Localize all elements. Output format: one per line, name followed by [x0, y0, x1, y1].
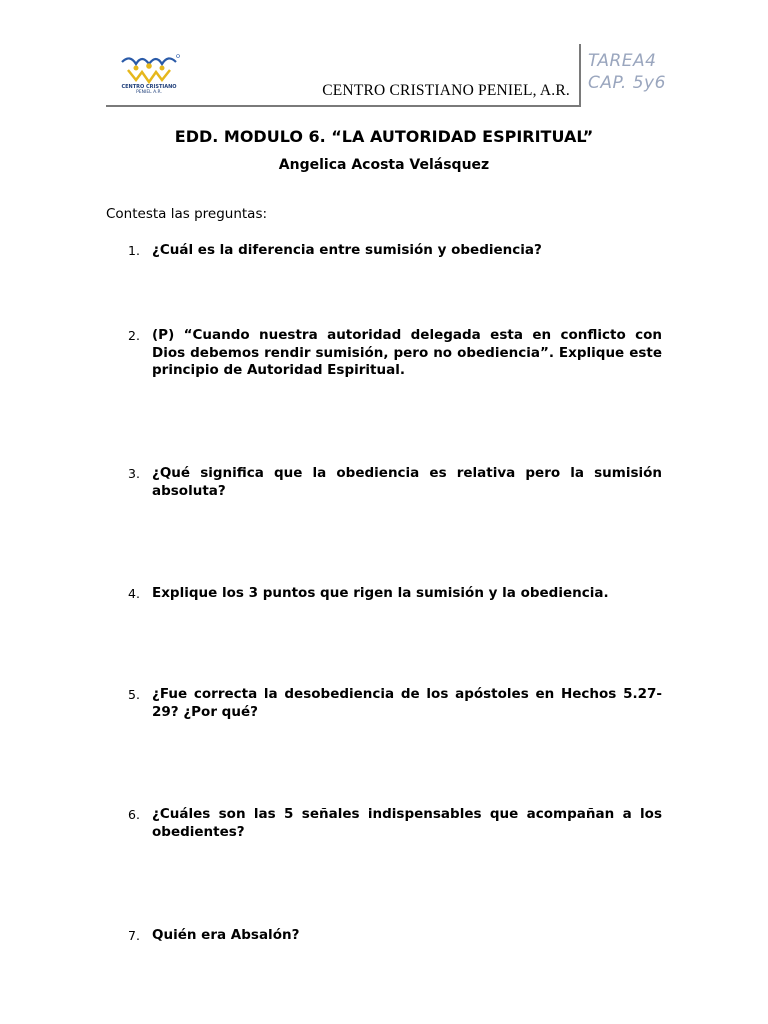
organization-name: CENTRO CRISTIANO PENIEL, A.R.: [322, 82, 570, 99]
question-text: (P) “Cuando nuestra autoridad delegada esta en conflicto con Dios debemos rendir sumisión, pero no obediencia”. Explique este principio de Autoridad Espiritual.: [152, 327, 662, 378]
question-text: ¿Qué significa que la obediencia es relativa pero la sumisión absoluta?: [152, 465, 662, 499]
task-note-line1: TAREA4: [588, 51, 657, 71]
question-number: 6.: [128, 807, 140, 822]
header-rule-horizontal: [106, 105, 581, 107]
logo-caption-2: PENIEL A.R.: [136, 90, 162, 94]
question-text: ¿Cuál es la diferencia entre sumisión y obediencia?: [152, 242, 542, 258]
question-number: 2.: [128, 328, 140, 343]
question-item-2: [128, 327, 662, 380]
question-text: ¿Fue correcta la desobediencia de los apóstoles en Hechos 5.27-29? ¿Por qué?: [152, 686, 662, 720]
document-header: [106, 44, 666, 106]
church-logo-icon: [116, 52, 182, 94]
question-text: ¿Cuáles son las 5 señales indispensables que acompañan a los obedientes?: [152, 806, 662, 840]
instructions-text: Contesta las preguntas:: [106, 206, 268, 222]
question-number: 5.: [128, 687, 140, 702]
question-number: 7.: [128, 928, 140, 943]
handwritten-task-note: [588, 50, 666, 94]
question-number: 3.: [128, 466, 140, 481]
question-item-4: [128, 585, 662, 603]
question-item-7: [128, 927, 662, 945]
author-name: Angelica Acosta Velásquez: [278, 157, 490, 173]
question-item-3: [128, 465, 662, 500]
question-number: 1.: [128, 243, 140, 258]
question-text: Explique los 3 puntos que rigen la sumisión y la obediencia.: [152, 585, 609, 601]
document-title: EDD. MODULO 6. “LA AUTORIDAD ESPIRITUAL”: [174, 127, 594, 146]
question-item-6: [128, 806, 662, 841]
task-note-line2: CAP. 5y6: [588, 73, 666, 93]
question-text: Quién era Absalón?: [152, 927, 300, 943]
question-item-1: [128, 242, 662, 260]
question-number: 4.: [128, 586, 140, 601]
header-rule-vertical: [579, 44, 581, 106]
question-item-5: [128, 686, 662, 721]
logo-caption-1: CENTRO CRISTIANO: [121, 84, 177, 90]
